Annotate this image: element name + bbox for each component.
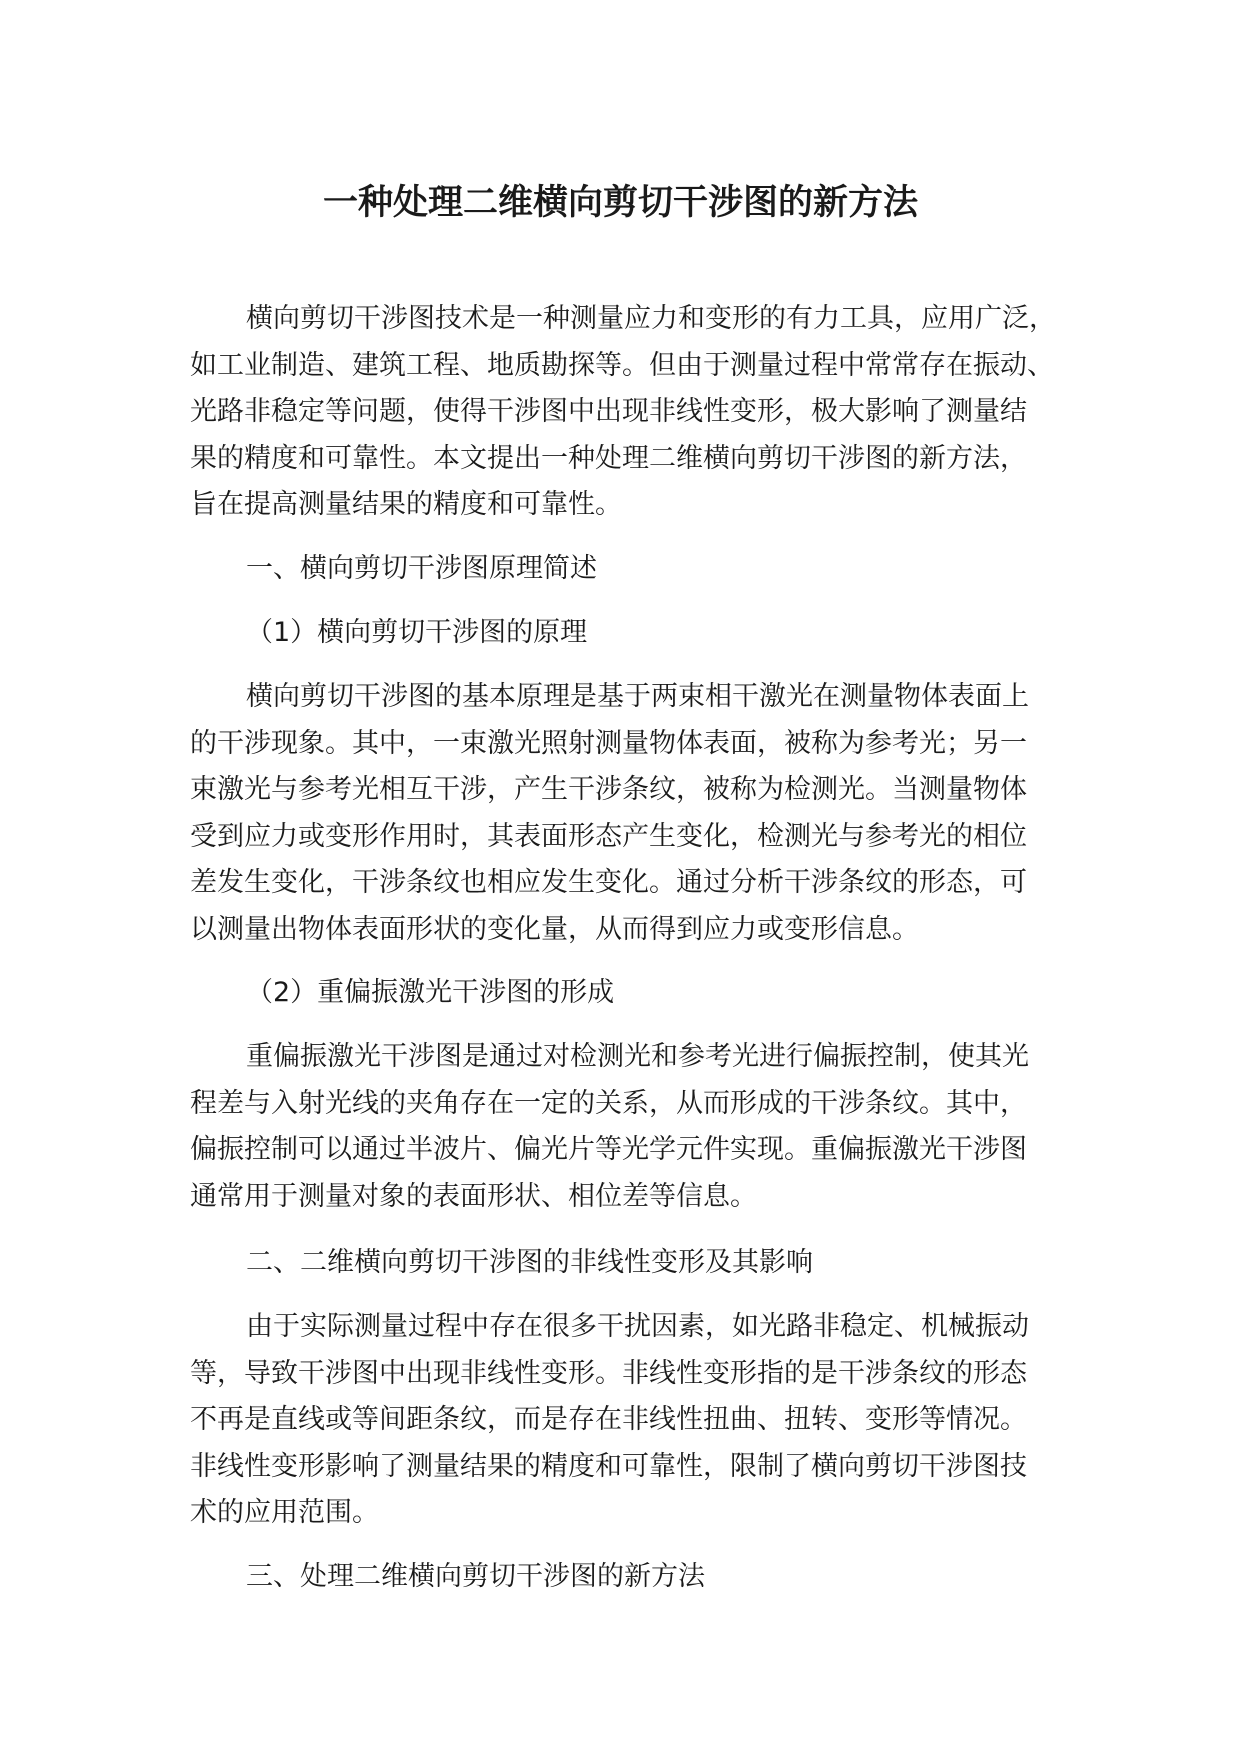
subsection-2-heading: （2）重偏振激光干涉图的形成 [246,977,615,1008]
sub1-line: 束激光与参考光相互干涉，产生干涉条纹，被称为检测光。当测量物体 [190,774,1027,805]
sub1-line: 横向剪切干涉图的基本原理是基于两束相干激光在测量物体表面上 [246,681,1029,712]
sub2-line: 重偏振激光干涉图是通过对检测光和参考光进行偏振控制，使其光 [246,1041,1029,1072]
sub2-line: 偏振控制可以通过半波片、偏光片等光学元件实现。重偏振激光干涉图 [190,1134,1027,1165]
intro-line: 横向剪切干涉图技术是一种测量应力和变形的有力工具，应用广泛， [246,303,1056,334]
subsection-1-paragraph [190,674,1090,953]
sub2-line: 程差与入射光线的夹角存在一定的关系，从而形成的干涉条纹。其中， [190,1087,1027,1119]
intro-line: 光路非稳定等问题，使得干涉图中出现非线性变形，极大影响了测量结 [190,396,1027,427]
intro-paragraph [190,296,1090,529]
section2-line: 等，导致干涉图中出现非线性变形。非线性变形指的是干涉条纹的形态 [190,1357,1027,1389]
section2-line: 不再是直线或等间距条纹，而是存在非线性扭曲、扭转、变形等情况。 [190,1404,1027,1435]
section2-line: 由于实际测量过程中存在很多干扰因素，如光路非稳定、机械振动 [246,1311,1029,1342]
section2-line: 术的应用范围。 [190,1497,379,1528]
section-2-paragraph [190,1304,1090,1537]
sub1-line: 的干涉现象。其中，一束激光照射测量物体表面，被称为参考光；另一 [190,727,1027,759]
section-2-heading: 二、二维横向剪切干涉图的非线性变形及其影响 [246,1247,813,1278]
sub2-line: 通常用于测量对象的表面形状、相位差等信息。 [190,1180,757,1212]
subsection-2-paragraph [190,1034,1090,1220]
section-3-heading: 三、处理二维横向剪切干涉图的新方法 [246,1561,705,1592]
intro-line: 果的精度和可靠性。本文提出一种处理二维横向剪切干涉图的新方法， [190,442,1027,474]
section2-line: 非线性变形影响了测量结果的精度和可靠性，限制了横向剪切干涉图技 [190,1450,1027,1482]
document-title: 一种处理二维横向剪切干涉图的新方法 [322,183,918,223]
sub1-line: 差发生变化，干涉条纹也相应发生变化。通过分析干涉条纹的形态，可 [190,867,1027,898]
subsection-1-heading: （1）横向剪切干涉图的原理 [246,617,588,648]
intro-line: 旨在提高测量结果的精度和可靠性。 [190,489,622,520]
sub1-line: 受到应力或变形作用时，其表面形态产生变化，检测光与参考光的相位 [190,820,1027,852]
sub1-line: 以测量出物体表面形状的变化量，从而得到应力或变形信息。 [190,913,919,945]
intro-line: 如工业制造、建筑工程、地质勘探等。但由于测量过程中常常存在振动、 [190,349,1054,381]
section-1-heading: 一、横向剪切干涉图原理简述 [246,553,597,584]
